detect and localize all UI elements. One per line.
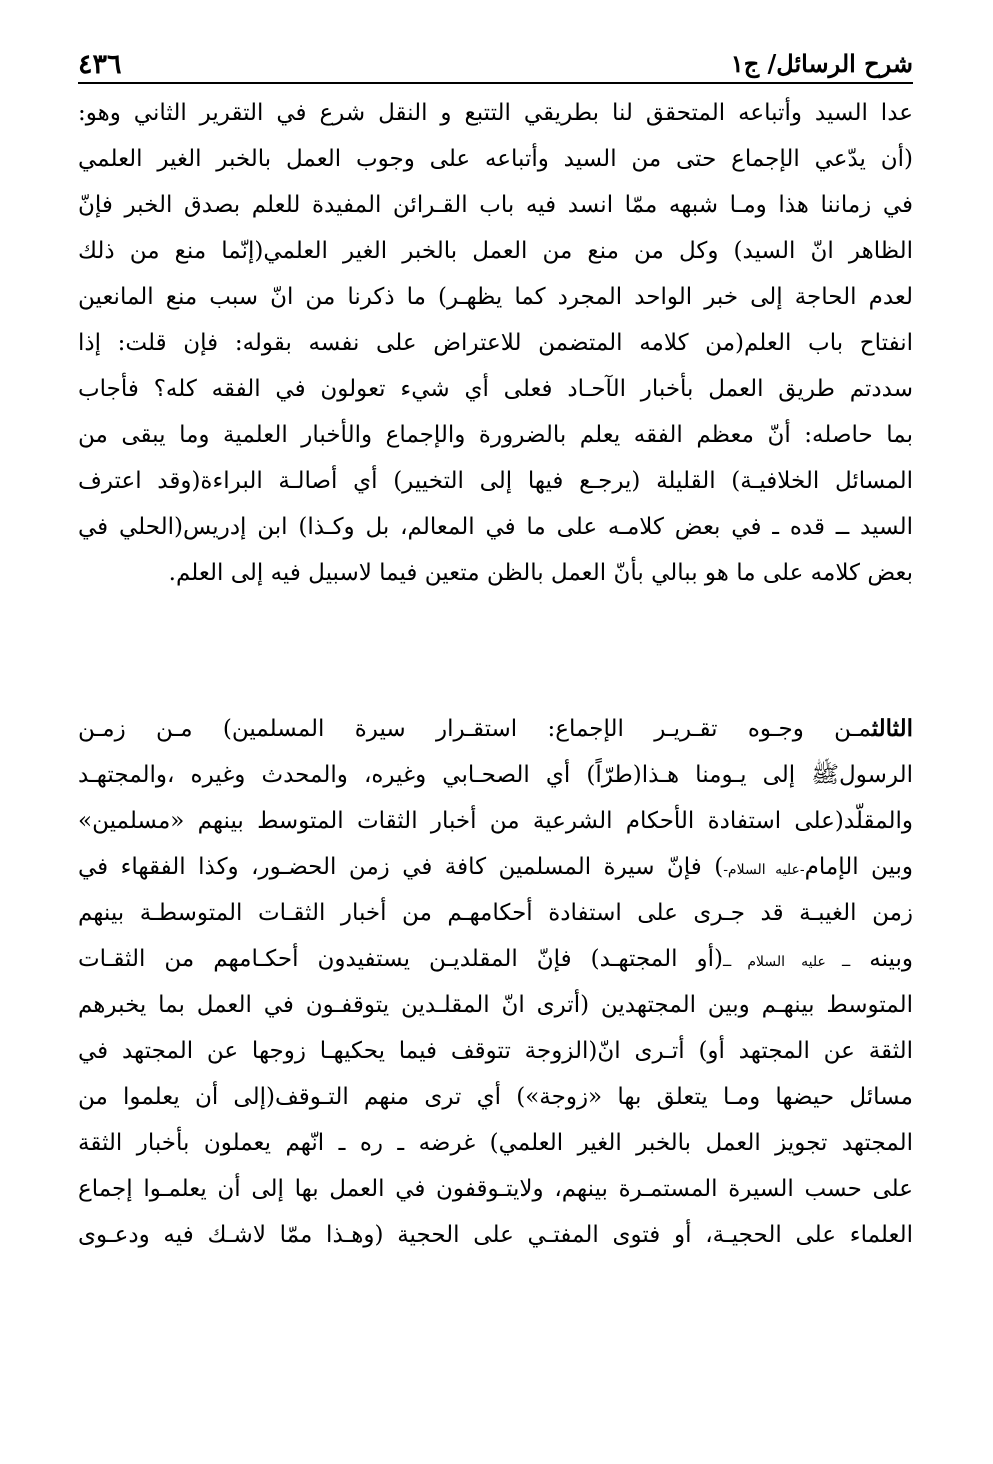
running-header [78,38,913,84]
section-lead-word: الثالث [871,715,913,742]
text-line: المسائل الخلافيـة) القليلة (يرجـع فيها إلى التخيير) أي أصالـة البراءة(وقد اعترف [78,468,913,494]
text-line: والمقلّد(على استفادة الأحكام الشرعية من أخبار الثقات المتوسط بينهم «مسلمين» [78,808,913,834]
text-line [78,706,913,752]
text-line: الظاهر انّ السيد) وكل من منع من العمل بالخبر الغير العلمي(إنّما منع من ذلك [78,238,913,264]
text-segment: وبينه [869,946,913,972]
text-line: المجتهد تجويز العمل بالخبر الغير العلمي) غرضه ـ ره ـ انّهم يعملون بأخبار الثقة [78,1130,913,1156]
text-line: السيد ــ قده ـ في بعض كلامـه على ما في المعالم، بل وكـذا) ابن إدريس(الحلي في [78,514,913,540]
text-line: الرسولﷺ إلى يـومنا هـذا(طرّاً) أي الصحـابي وغيره، والمحدث وغيره ،والمجتهـد [78,762,913,788]
text-line: (أن يدّعي الإجماع حتى من السيد وأتباعه على وجوب العمل بالخبر الغير العلمي [78,146,913,172]
text-segment: مـن وجـوه تقـريـر الإجماع: استقـرار سيرة المسلمين) مـن زمـن [78,716,872,742]
honorific: ــ عليه السلام ــ [722,954,851,970]
text-line: انفتاح باب العلم(من كلامه المتضمن للاعتراض على نفسه بقوله: فإن قلت: إذا [78,330,913,356]
paragraph-second-report [78,90,913,596]
text-line: بما حاصله: أنّ معظم الفقه يعلم بالضرورة والإجماع والأخبار العلمية وما يبقى من [78,422,913,448]
text-line: بعض كلامه على ما هو ببالي بأنّ العمل بالظن متعين فيما لاسبيل فيه إلى العلم. [168,560,913,586]
text-line: في زماننا هذا ومـا شبهه ممّا انسد فيه باب القـرائن المفيدة للعلم بصدق الخبر فإنّ [78,192,913,218]
text-line: العلماء على الحجيـة، أو فتوى المفتـي على الحجية (وهـذا ممّا لاشـك فيه ودعـوى [78,1222,913,1248]
honorific: -عليه السلام- [723,862,805,878]
paragraph-third-report [78,706,913,1258]
text-line [78,936,913,982]
text-line: عدا السيد وأتباعه المتحقق لنا بطريقي التتبع و النقل شرع في التقرير الثاني وهو: [78,100,913,126]
text-line: على حسب السيرة المستمـرة بينهم، ولايتـوقفون في العمل بها إلى أن يعلمـوا إجماع [78,1176,913,1202]
text-line: الثقة عن المجتهد أو) أتـرى انّ(الزوجة تتوقف فيما يحكيهـا زوجها عن المجتهد في [78,1038,913,1064]
text-line: مسائل حيضها ومـا يتعلق بها «زوجة») أي ترى منهم التـوقف(إلى أن يعلموا من [78,1084,913,1110]
text-segment: (أو المجتهـد) فإنّ المقلديـن يستفيدون أحكـامهم من الثقـات [78,946,723,972]
text-line [78,844,913,890]
text-segment: ) فإنّ سيرة المسلمين كافة في زمن الحضـور، وكذا الفقهاء في [78,854,724,880]
page-number: ٤٣٦ [78,49,122,80]
text-line: لعدم الحاجة إلى خبر الواحد المجرد كما يظهـر) ما ذكرنا من انّ سبب منع المانعين [78,284,913,310]
text-line: زمن الغيبـة قد جـرى على استفادة أحكامهـم من أخبار الثقـات المتوسطـة بينهم [78,900,913,926]
text-line: سددتم طريق العمل بأخبار الآحـاد فعلى أي شيء تعولون في الفقه كله؟ فأجاب [78,376,913,402]
text-line: المتوسط بينهـم وبين المجتهدين (أترى انّ المقلـدين يتوقفـون في العمل بما يخبرهم [78,992,913,1018]
book-title: شرح الرسائل/ ج١ [730,49,913,78]
text-segment: وبين الإمام [804,854,913,880]
